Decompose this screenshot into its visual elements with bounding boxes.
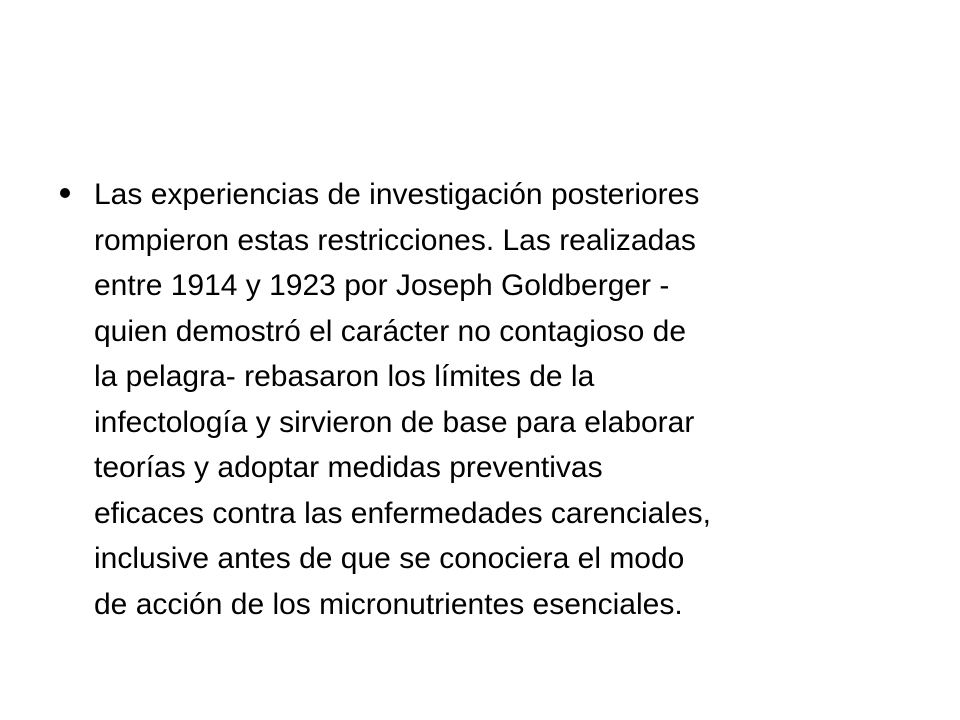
- bullet-line: eficaces contra las enfermedades carenciales,: [94, 496, 711, 530]
- bullet-line: infectología y sirvieron de base para elaborar: [94, 405, 695, 439]
- bullet-dot-icon: [60, 188, 70, 198]
- bullet-line: inclusive antes de que se conociera el modo: [94, 542, 685, 575]
- bullet-line: teorías y adoptar medidas preventivas: [94, 451, 603, 484]
- bullet-line: quien demostró el carácter no contagioso de: [94, 314, 687, 348]
- bullet-line: entre 1914 y 1923 por Joseph Goldberger -: [94, 269, 670, 302]
- bullet-line: Las experiencias de investigación posteriores: [94, 178, 700, 211]
- bullet-line: rompieron estas restricciones. Las realizadas: [94, 223, 696, 257]
- bullet-text: [94, 172, 880, 627]
- bullet-line: de acción de los micronutrientes esenciales.: [94, 587, 683, 621]
- bullet-line: la pelagra- rebasaron los límites de la: [94, 360, 595, 393]
- bullet-item: [60, 172, 880, 627]
- slide-content: [60, 172, 880, 627]
